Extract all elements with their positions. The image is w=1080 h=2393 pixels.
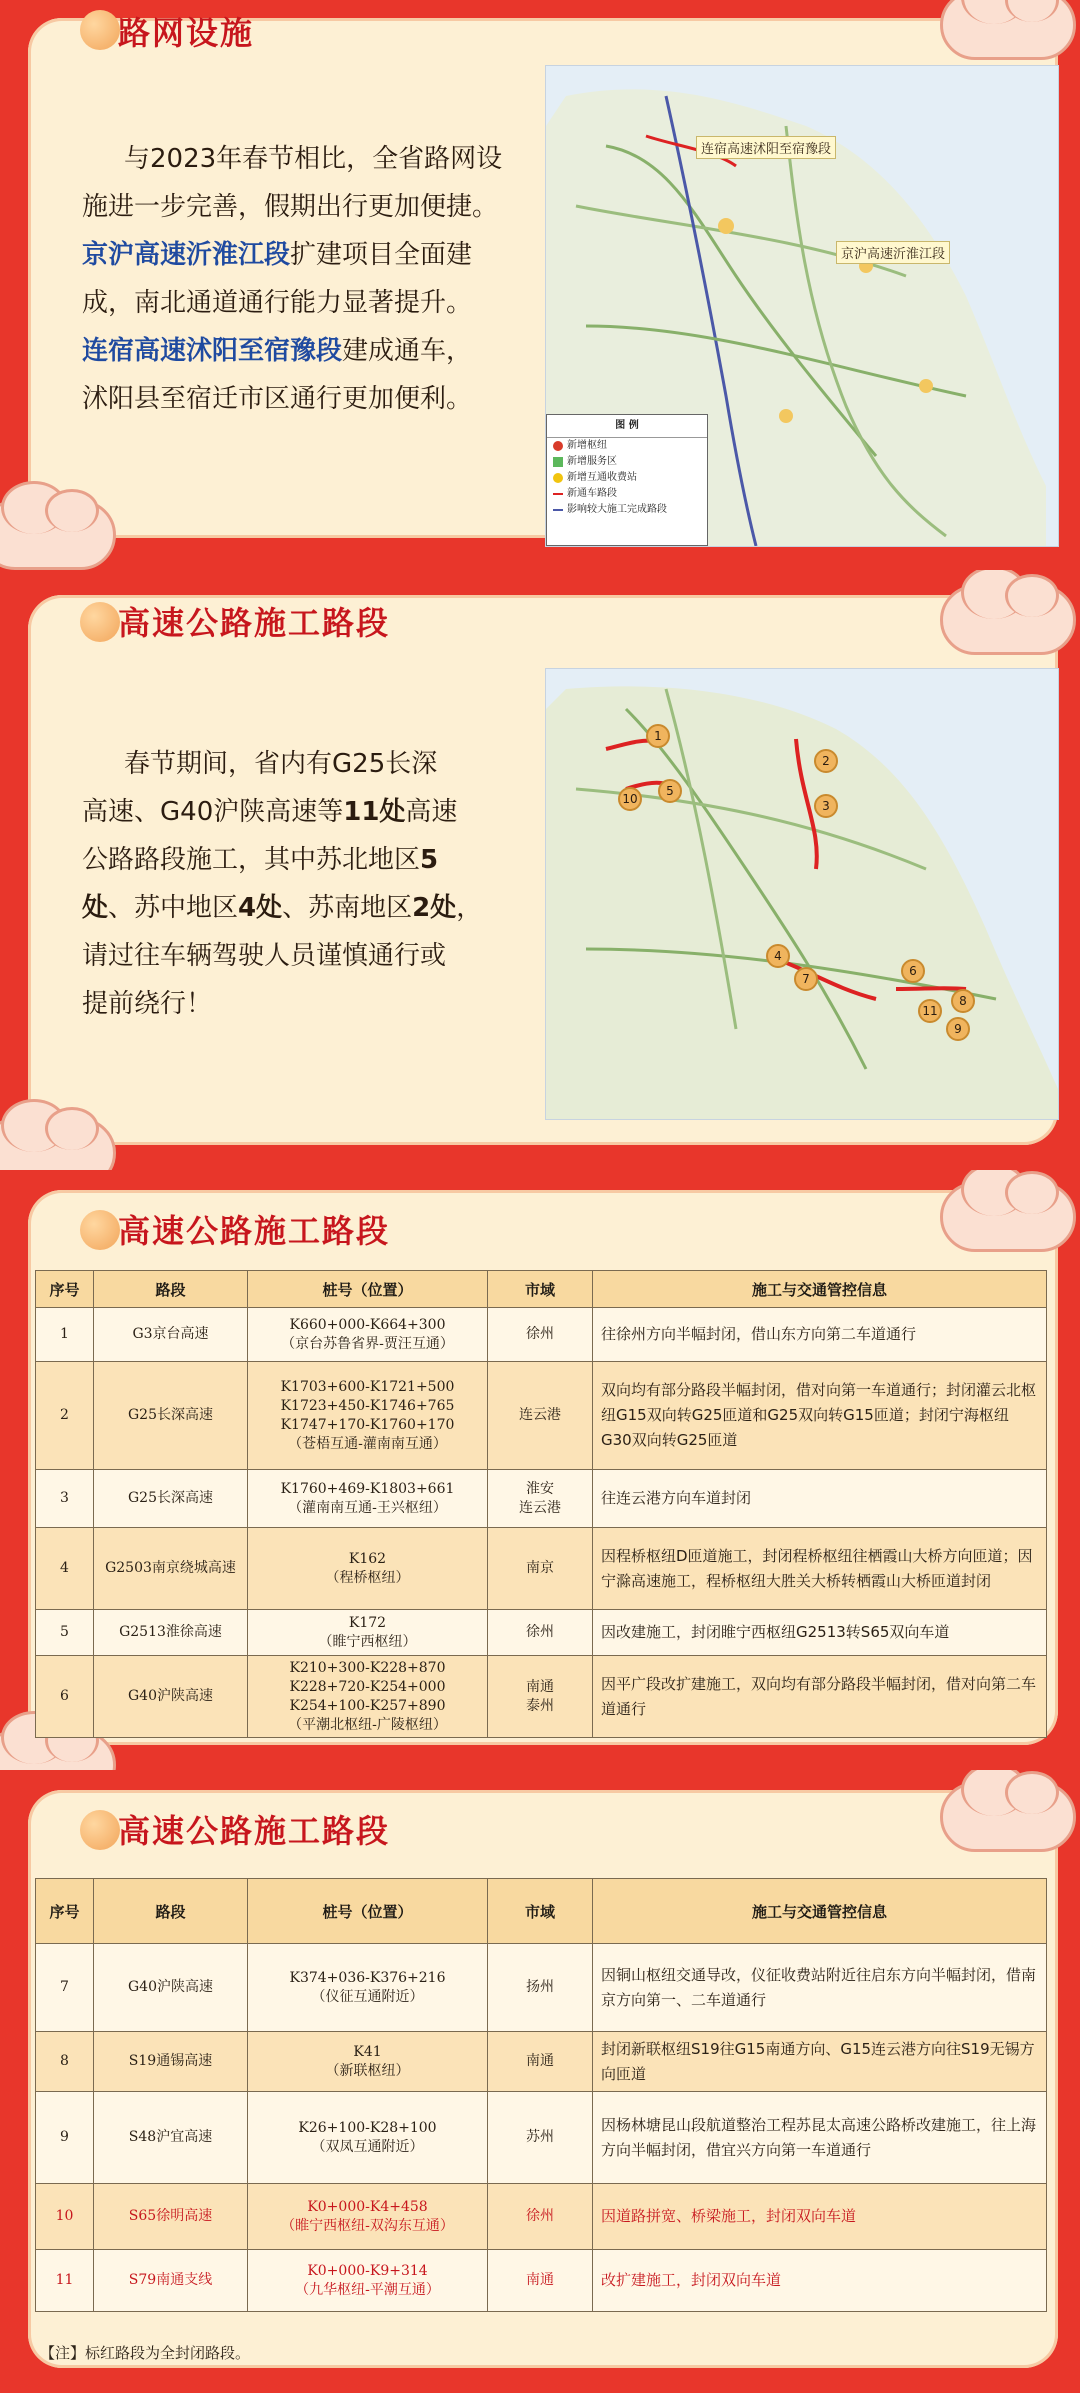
para-line: 与2023年春节相比，全省路网设 xyxy=(124,144,503,174)
section-title: 路网设施 xyxy=(118,14,255,52)
row-number-line: 8 xyxy=(60,2053,69,2069)
construction-marker: 6 xyxy=(901,959,925,983)
road-name xyxy=(94,1528,248,1610)
row-number xyxy=(36,2092,94,2184)
col-header: 路段 xyxy=(94,1879,248,1944)
stake-position-line: K0+000-K4+458 xyxy=(307,2198,428,2215)
road-name xyxy=(94,1362,248,1470)
road-name-line: S48沪宜高速 xyxy=(128,2129,213,2145)
city xyxy=(488,1944,593,2032)
stake-position-line: K0+000-K9+314 xyxy=(307,2262,428,2279)
city-line: 徐州 xyxy=(526,2208,554,2224)
road-name xyxy=(94,2032,248,2092)
road-name-line: S65徐明高速 xyxy=(128,2208,213,2224)
stake-position-line: K374+036-K376+216 xyxy=(289,1969,446,1986)
table-row xyxy=(36,2092,1047,2184)
stake-position-line: K254+100-K257+890 xyxy=(289,1697,446,1714)
map-label: 京沪高速沂淮江段 xyxy=(836,241,950,264)
road-name xyxy=(94,2250,248,2312)
road-name-line: G40沪陕高速 xyxy=(128,1688,213,1704)
section-title: 高速公路施工路段 xyxy=(118,1212,391,1250)
row-number-line: 3 xyxy=(60,1490,69,1506)
control-info-line: 因杨林塘昆山段航道整治工程苏昆太高速公路桥改建施工，往上海方向半幅封闭，借宜兴方向第一车道通行 xyxy=(601,2115,1037,2159)
cloud-decoration xyxy=(0,500,116,570)
cloud-decoration xyxy=(940,585,1076,655)
city-line: 扬州 xyxy=(526,1979,554,1995)
para-line: 京沪高速沂淮江段扩建项目全面建 xyxy=(82,240,473,270)
para-line: 春节期间，省内有G25长深 xyxy=(124,749,438,779)
para-line: 成，南北通道通行能力显著提升。 xyxy=(82,288,473,318)
table-header-row xyxy=(36,1271,1047,1308)
city xyxy=(488,1528,593,1610)
table-row xyxy=(36,1470,1047,1528)
row-number-line: 5 xyxy=(60,1624,69,1640)
stake-position-line: （睢宁西枢纽） xyxy=(318,1633,417,1650)
toll-station-icon xyxy=(553,473,563,483)
completed-road-icon xyxy=(553,509,563,511)
construction-marker: 2 xyxy=(814,749,838,773)
cloud-decoration xyxy=(940,1182,1076,1252)
row-number xyxy=(36,1610,94,1656)
stake-position xyxy=(248,1362,488,1470)
construction-marker: 5 xyxy=(658,779,682,803)
row-number-line: 2 xyxy=(60,1407,69,1423)
table-row xyxy=(36,1944,1047,2032)
city-line: 连云港 xyxy=(519,1407,561,1423)
stake-position-line: （双凤互通附近） xyxy=(311,2138,424,2155)
stake-position xyxy=(248,1610,488,1656)
stake-position-line: K26+100-K28+100 xyxy=(298,2119,437,2136)
row-number-line: 1 xyxy=(60,1326,69,1342)
construction-marker: 3 xyxy=(814,794,838,818)
col-header: 施工与交通管控信息 xyxy=(593,1271,1047,1308)
highlight-road: 连宿高速沭阳至宿豫段 xyxy=(82,336,343,366)
stake-position xyxy=(248,2184,488,2250)
construction-marker: 9 xyxy=(946,1017,970,1041)
para-line: 高速、G40沪陕高速等11处高速 xyxy=(82,797,458,827)
construction-table xyxy=(35,1878,1047,2312)
hub-icon xyxy=(553,441,563,451)
row-number xyxy=(36,1308,94,1362)
city xyxy=(488,1362,593,1470)
control-info xyxy=(593,1656,1047,1738)
road-name-line: G2503南京绕城高速 xyxy=(105,1560,236,1576)
row-number xyxy=(36,2184,94,2250)
control-info-line: 改扩建施工，封闭双向车道 xyxy=(601,2271,782,2289)
stake-position-line: K1703+600-K1721+500 xyxy=(280,1378,455,1395)
construction-marker: 1 xyxy=(646,724,670,748)
stake-position-line: K660+000-K664+300 xyxy=(289,1316,446,1333)
control-info xyxy=(593,2184,1047,2250)
control-info-line: 双向均有部分路段半幅封闭，借对向第一车道通行；封闭灌云北枢纽G15双向转G25匝道和G25双向转G15匝道；封闭宁海枢纽G30双向转G25匝道 xyxy=(601,1381,1037,1449)
row-number xyxy=(36,1528,94,1610)
city xyxy=(488,2032,593,2092)
construction-marker: 11 xyxy=(918,999,942,1023)
table-row xyxy=(36,1362,1047,1470)
service-area-icon xyxy=(553,457,563,467)
row-number-line: 11 xyxy=(55,2272,74,2288)
col-header: 序号 xyxy=(36,1879,94,1944)
city xyxy=(488,1470,593,1528)
control-info-line: 往连云港方向车道封闭 xyxy=(601,1489,752,1507)
table-row xyxy=(36,2184,1047,2250)
control-info-line: 因平广段改扩建施工，双向均有部分路段半幅封闭，借对向第二车道通行 xyxy=(601,1674,1037,1718)
col-header: 市域 xyxy=(488,1271,593,1308)
stake-position-line: （平潮北枢纽-广陵枢纽） xyxy=(288,1716,447,1733)
title-dot xyxy=(80,10,120,50)
control-info xyxy=(593,2092,1047,2184)
control-info-line: 因程桥枢纽D匝道施工，封闭程桥枢纽往栖霞山大桥方向匝道；因宁滁高速施工，程桥枢纽大胜关大桥转栖霞山大桥匝道封闭 xyxy=(601,1546,1033,1590)
city-line: 连云港 xyxy=(519,1499,561,1516)
map-graphic xyxy=(546,669,1058,1119)
road-name xyxy=(94,1308,248,1362)
row-number-line: 4 xyxy=(60,1560,69,1576)
panel-road-facilities xyxy=(0,0,1080,570)
row-number xyxy=(36,1656,94,1738)
road-network-map xyxy=(545,65,1059,547)
legend-item: 新增枢纽 xyxy=(547,438,707,454)
row-number xyxy=(36,1944,94,2032)
stake-position xyxy=(248,1470,488,1528)
stake-position-line: K210+300-K228+870 xyxy=(289,1659,446,1676)
road-name-line: S79南通支线 xyxy=(128,2272,213,2288)
stake-position-line: K41 xyxy=(353,2043,382,2060)
road-name-line: G25长深高速 xyxy=(128,1490,213,1506)
table-row xyxy=(36,1308,1047,1362)
construction-marker: 7 xyxy=(794,967,818,991)
row-number-line: 7 xyxy=(60,1979,69,1995)
control-info xyxy=(593,1308,1047,1362)
stake-position xyxy=(248,1528,488,1610)
city-line: 徐州 xyxy=(526,1326,554,1342)
city-line: 南通 xyxy=(526,1678,554,1695)
stake-position-line: K1747+170-K1760+170 xyxy=(280,1416,455,1433)
city xyxy=(488,1610,593,1656)
row-number xyxy=(36,2032,94,2092)
construction-map xyxy=(545,668,1059,1120)
city-line: 泰州 xyxy=(526,1697,554,1714)
construction-marker: 8 xyxy=(951,989,975,1013)
row-number xyxy=(36,2250,94,2312)
new-road-icon xyxy=(553,493,563,495)
table-body xyxy=(36,1308,1047,1738)
cloud-decoration xyxy=(940,0,1076,60)
stake-position-line: （新联枢纽） xyxy=(325,2062,410,2079)
control-info-line: 往徐州方向半幅封闭，借山东方向第二车道通行 xyxy=(601,1325,917,1343)
panel-construction-table-1 xyxy=(0,1170,1080,1770)
road-name xyxy=(94,1656,248,1738)
city-line: 南通 xyxy=(526,2053,554,2069)
table-row xyxy=(36,1610,1047,1656)
road-name xyxy=(94,2184,248,2250)
stake-position-line: K172 xyxy=(348,1614,387,1631)
control-info-line: 因改建施工，封闭睢宁西枢纽G2513转S65双向车道 xyxy=(601,1623,950,1641)
col-header: 桩号（位置） xyxy=(248,1879,488,1944)
stake-position-line: K162 xyxy=(348,1550,387,1567)
stake-position xyxy=(248,2032,488,2092)
control-info xyxy=(593,1362,1047,1470)
table-note: 【注】标红路段为全封闭路段。 xyxy=(40,2344,251,2362)
map-legend xyxy=(546,414,708,546)
control-info-line: 因铜山枢纽交通导改，仪征收费站附近往启东方向半幅封闭，借南京方向第一、二车道通行 xyxy=(601,1965,1037,2009)
stake-position-line: K1760+469-K1803+661 xyxy=(280,1480,455,1497)
para-line: 沭阳县至宿迁市区通行更加便利。 xyxy=(82,384,473,414)
city-line: 南京 xyxy=(526,1560,554,1576)
stake-position xyxy=(248,2250,488,2312)
legend-item: 影响较大施工完成路段 xyxy=(547,502,707,518)
row-number xyxy=(36,1362,94,1470)
road-name xyxy=(94,2092,248,2184)
para-line: 连宿高速沭阳至宿豫段建成通车， xyxy=(82,336,473,366)
control-info-line: 封闭新联枢纽S19往G15南通方向、G15连云港方向往S19无锡方向匝道 xyxy=(601,2039,1035,2083)
stake-position-line: （灌南南互通-王兴枢纽） xyxy=(288,1499,447,1516)
col-header: 路段 xyxy=(94,1271,248,1308)
col-header: 市域 xyxy=(488,1879,593,1944)
stake-position-line: （仪征互通附近） xyxy=(311,1988,424,2005)
para-line: 施进一步完善，假期出行更加便捷。 xyxy=(82,192,499,222)
intro-paragraph xyxy=(82,135,542,423)
table-row xyxy=(36,2250,1047,2312)
road-name-line: G40沪陕高速 xyxy=(128,1979,213,1995)
section-title: 高速公路施工路段 xyxy=(118,1812,391,1850)
legend-title: 图 例 xyxy=(547,415,707,438)
stake-position xyxy=(248,1308,488,1362)
stake-position xyxy=(248,1656,488,1738)
road-name-line: S19通锡高速 xyxy=(128,2053,213,2069)
row-number-line: 9 xyxy=(60,2129,69,2145)
road-name xyxy=(94,1470,248,1528)
city xyxy=(488,2250,593,2312)
construction-table xyxy=(35,1270,1047,1738)
para-line: 公路路段施工，其中苏北地区5 xyxy=(82,845,439,875)
city-line: 南通 xyxy=(526,2272,554,2288)
road-name xyxy=(94,1944,248,2032)
table-header-row xyxy=(36,1879,1047,1944)
city-line: 淮安 xyxy=(526,1480,554,1497)
panel-construction-map xyxy=(0,570,1080,1170)
legend-item: 新增服务区 xyxy=(547,454,707,470)
table-row xyxy=(36,1528,1047,1610)
road-name-line: G3京台高速 xyxy=(132,1326,209,1342)
panel-construction-table-2 xyxy=(0,1770,1080,2393)
section-title: 高速公路施工路段 xyxy=(118,604,391,642)
city xyxy=(488,1308,593,1362)
stake-position xyxy=(248,2092,488,2184)
road-name-line: G2513淮徐高速 xyxy=(119,1624,222,1640)
para-line: 处、苏中地区4处、苏南地区2处， xyxy=(82,893,483,923)
control-info xyxy=(593,2032,1047,2092)
col-header: 施工与交通管控信息 xyxy=(593,1879,1047,1944)
row-number-line: 6 xyxy=(60,1688,69,1704)
para-line: 请过往车辆驾驶人员谨慎通行或 xyxy=(82,941,447,971)
stake-position xyxy=(248,1944,488,2032)
construction-marker: 4 xyxy=(766,944,790,968)
stake-position-line: （苍梧互通-灌南南互通） xyxy=(288,1435,447,1452)
control-info xyxy=(593,1944,1047,2032)
col-header: 桩号（位置） xyxy=(248,1271,488,1308)
title-dot xyxy=(80,1810,120,1850)
city xyxy=(488,2184,593,2250)
title-dot xyxy=(80,602,120,642)
stake-position-line: （睢宁西枢纽-双沟东互通） xyxy=(281,2217,454,2234)
city-line: 苏州 xyxy=(526,2129,554,2145)
construction-marker: 10 xyxy=(618,787,642,811)
construction-paragraph xyxy=(82,740,542,1028)
stake-position-line: （京台苏鲁省界-贾汪互通） xyxy=(281,1335,454,1352)
legend-item: 新通车路段 xyxy=(547,486,707,502)
highlight-road: 京沪高速沂淮江段 xyxy=(82,240,291,270)
stake-position-line: K1723+450-K1746+765 xyxy=(280,1397,455,1414)
control-info xyxy=(593,1528,1047,1610)
title-dot xyxy=(80,1210,120,1250)
cloud-decoration xyxy=(0,1118,116,1170)
col-header: 序号 xyxy=(36,1271,94,1308)
control-info xyxy=(593,1610,1047,1656)
table-row xyxy=(36,2032,1047,2092)
stake-position-line: （程桥枢纽） xyxy=(325,1569,410,1586)
control-info xyxy=(593,2250,1047,2312)
city-line: 徐州 xyxy=(526,1624,554,1640)
legend-item: 新增互通收费站 xyxy=(547,470,707,486)
road-name-line: G25长深高速 xyxy=(128,1407,213,1423)
stake-position-line: （九华枢纽-平潮互通） xyxy=(295,2281,440,2298)
city xyxy=(488,2092,593,2184)
table-row xyxy=(36,1656,1047,1738)
stake-position-line: K228+720-K254+000 xyxy=(289,1678,446,1695)
city xyxy=(488,1656,593,1738)
map-label: 连宿高速沭阳至宿豫段 xyxy=(696,136,836,159)
row-number-line: 10 xyxy=(55,2208,74,2224)
control-info xyxy=(593,1470,1047,1528)
control-info-line: 因道路拼宽、桥梁施工，封闭双向车道 xyxy=(601,2207,857,2225)
para-line: 提前绕行！ xyxy=(82,989,213,1019)
table-body xyxy=(36,1944,1047,2312)
cloud-decoration xyxy=(940,1782,1076,1852)
road-name xyxy=(94,1610,248,1656)
row-number xyxy=(36,1470,94,1528)
